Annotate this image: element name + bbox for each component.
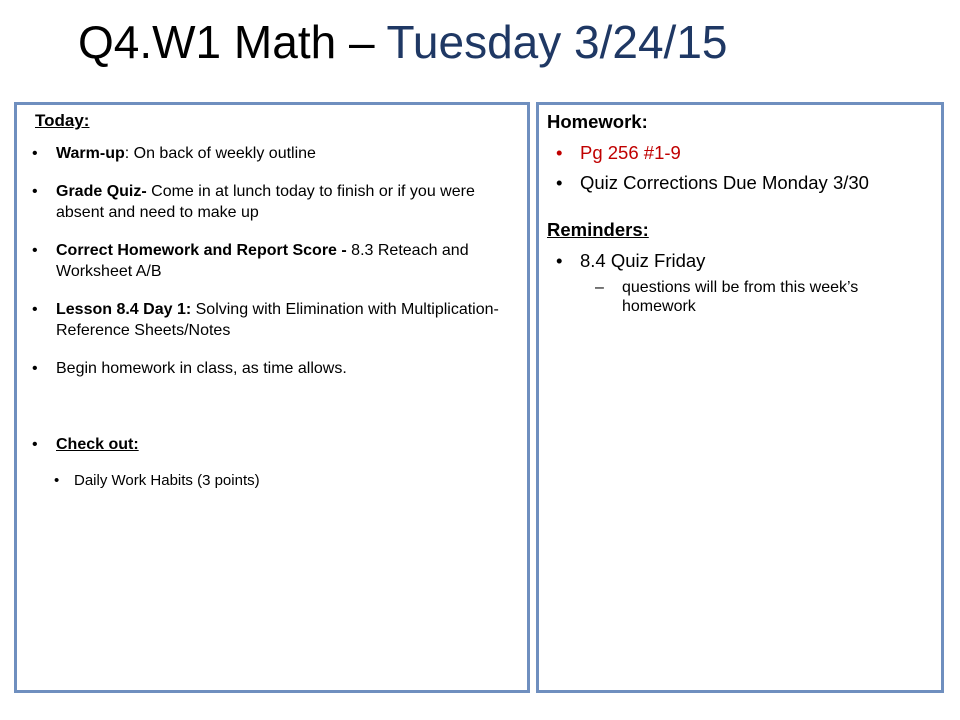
page-title bbox=[78, 12, 728, 72]
dash-icon: – bbox=[595, 279, 604, 296]
item-bold: Lesson 8.4 Day 1: bbox=[56, 301, 192, 318]
checkout-item bbox=[32, 434, 526, 455]
item-text: Come in at lunch today to finish or if you were absent and need to make up bbox=[56, 183, 475, 221]
bullet-icon: • bbox=[556, 142, 563, 163]
item-bold: Warm-up bbox=[56, 145, 125, 162]
item-text: Solving with Elimination with Multiplication- Reference Sheets/Notes bbox=[56, 301, 499, 339]
homework-item: Quiz Corrections Due Monday 3/30 bbox=[580, 172, 869, 193]
homework-list bbox=[556, 141, 935, 195]
list-item bbox=[32, 358, 526, 379]
reminders-sublist bbox=[595, 278, 935, 316]
item-text: 8.3 Reteach and Worksheet A/B bbox=[56, 242, 469, 280]
bullet-icon: • bbox=[32, 183, 38, 200]
list-item bbox=[556, 141, 935, 165]
bullet-icon: • bbox=[54, 472, 60, 489]
title-date: Tuesday 3/24/15 bbox=[386, 16, 728, 68]
bullet-icon: • bbox=[32, 360, 38, 377]
reminder-item: 8.4 Quiz Friday bbox=[580, 250, 706, 271]
item-bold: Correct Homework and Report Score - bbox=[56, 242, 347, 259]
homework-heading: Homework: bbox=[547, 111, 648, 132]
list-item bbox=[32, 299, 526, 341]
checkout-label: Check out: bbox=[56, 436, 139, 453]
list-item bbox=[54, 471, 526, 490]
item-bold: Grade Quiz- bbox=[56, 183, 147, 200]
reminders-heading: Reminders: bbox=[547, 219, 649, 240]
bullet-icon: • bbox=[556, 172, 563, 193]
today-heading: Today: bbox=[35, 111, 90, 130]
today-panel bbox=[14, 102, 530, 693]
bullet-icon: • bbox=[32, 145, 38, 162]
checkout-sub-item: Daily Work Habits (3 points) bbox=[74, 472, 260, 489]
reminder-sub-item: questions will be from this week’s homework bbox=[622, 279, 859, 315]
bullet-icon: • bbox=[32, 436, 38, 453]
checkout-sublist bbox=[54, 471, 526, 490]
homework-panel bbox=[536, 102, 944, 693]
list-item bbox=[556, 171, 935, 195]
item-text: : On back of weekly outline bbox=[124, 145, 316, 162]
list-item bbox=[556, 249, 935, 273]
list-item bbox=[595, 278, 935, 316]
bullet-icon: • bbox=[556, 250, 563, 271]
homework-item: Pg 256 #1-9 bbox=[580, 142, 681, 163]
reminders-list bbox=[556, 249, 935, 273]
bullet-icon: • bbox=[32, 301, 38, 318]
list-item bbox=[32, 181, 526, 223]
list-item bbox=[32, 240, 526, 282]
today-list bbox=[32, 143, 526, 455]
list-item bbox=[32, 143, 526, 164]
item-text: Begin homework in class, as time allows. bbox=[56, 360, 347, 377]
bullet-icon: • bbox=[32, 242, 38, 259]
title-prefix: Q4.W1 Math – bbox=[78, 16, 387, 68]
